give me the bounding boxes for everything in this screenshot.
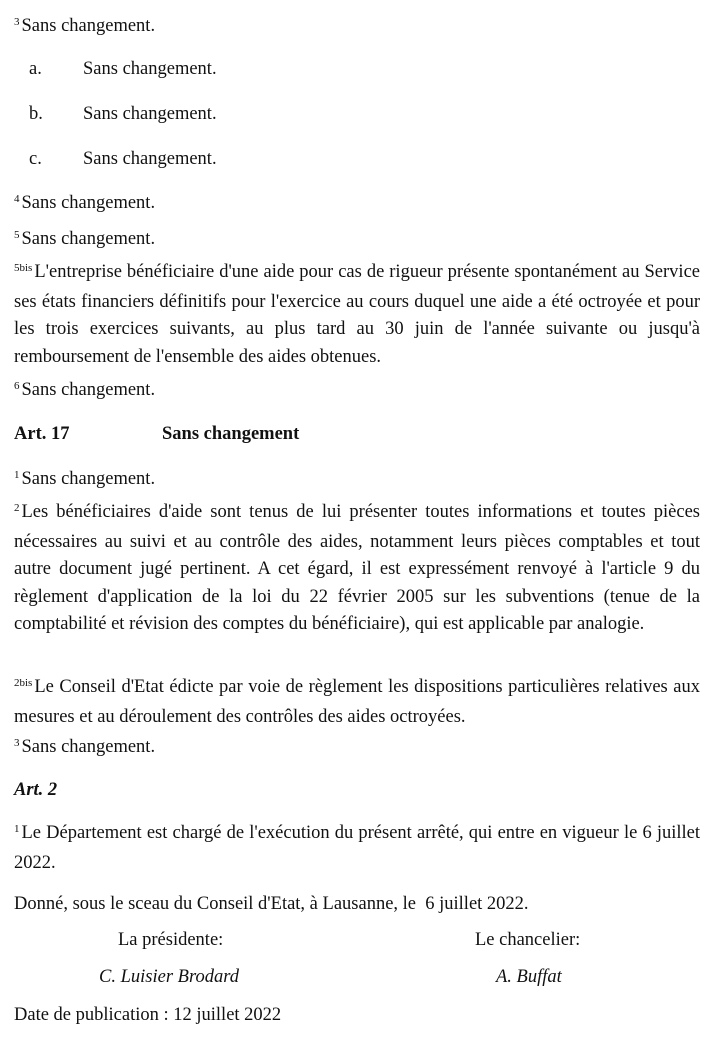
paragraph-6 <box>14 379 155 403</box>
paragraph-number: 1 <box>14 823 20 835</box>
list-text: Sans changement. <box>83 59 217 79</box>
paragraph-number: 3 <box>14 16 20 28</box>
article-17-paragraph-1 <box>14 468 155 492</box>
paragraph-3 <box>14 15 155 39</box>
article-17-paragraph-2bis <box>14 674 700 731</box>
article-17-label: Art. 17 <box>14 424 70 444</box>
paragraph-number: 6 <box>14 380 20 392</box>
paragraph-text: L'entreprise bénéficiaire d'une aide pour cas de rigueur présente spontanément au Service ses états financiers définitifs pour l'exercice au cours duquel une aide a été octroyée et pour les trois exercices suivants, au plus tard au 30 juin de l'année suivante ou jusqu'à remboursement de l'ensemble des aides obtenues. <box>14 262 700 367</box>
paragraph-number: 5bis <box>14 262 33 274</box>
paragraph-text: Sans changement. <box>21 193 156 213</box>
list-letter: c. <box>29 149 42 169</box>
paragraph-number: 5 <box>14 229 20 241</box>
article-2-paragraph-1 <box>14 820 700 877</box>
paragraph-text: Sans changement. <box>21 16 156 36</box>
list-text: Sans changement. <box>83 149 217 169</box>
paragraph-text: Sans changement. <box>21 229 156 249</box>
paragraph-5bis <box>14 259 700 371</box>
paragraph-text: Sans changement. <box>21 380 156 400</box>
paragraph-number: 3 <box>14 737 20 749</box>
list-letter: a. <box>29 59 42 79</box>
president-name: C. Luisier Brodard <box>99 967 239 987</box>
article-17-paragraph-2 <box>14 499 700 639</box>
paragraph-number: 1 <box>14 469 20 481</box>
paragraph-number: 4 <box>14 193 20 205</box>
paragraph-text: Sans changement. <box>21 469 156 489</box>
paragraph-text: Le Conseil d'Etat édicte par voie de règlement les dispositions particulières relatives aux mesures et au déroulement des contrôles des aides octroyées. <box>14 677 700 727</box>
president-title: La présidente: <box>118 930 224 950</box>
paragraph-4 <box>14 192 155 216</box>
list-letter: b. <box>29 104 43 124</box>
article-2-label: Art. 2 <box>14 780 58 800</box>
paragraph-text: Les bénéficiaires d'aide sont tenus de lui présenter toutes informations et toutes pièces nécessaires au suivi et au contrôle des aides, notamment leurs pièces comptables et tout autre document jugé pertinent. A cet égard, il est expressément renvoyé à l'article 9 du règlement d'application de la loi du 22 février 2005 sur les subventions (tenue de la comptabilité et révision des comptes du bénéficiaire), qui est applicable par analogie. <box>14 502 700 635</box>
given-statement: Donné, sous le sceau du Conseil d'Etat, à Lausanne, le 6 juillet 2022. <box>14 894 529 914</box>
paragraph-text: Le Département est chargé de l'exécution du présent arrêté, qui entre en vigueur le 6 juillet 2022. <box>14 823 700 873</box>
list-text: Sans changement. <box>83 104 217 124</box>
chancellor-name: A. Buffat <box>496 967 562 987</box>
chancellor-title: Le chancelier: <box>475 930 581 950</box>
paragraph-number: 2bis <box>14 677 33 689</box>
article-17-title: Sans changement <box>162 424 300 444</box>
paragraph-5 <box>14 228 155 252</box>
publication-date: Date de publication : 12 juillet 2022 <box>14 1005 282 1025</box>
paragraph-number: 2 <box>14 502 20 514</box>
paragraph-text: Sans changement. <box>21 737 156 757</box>
article-17-paragraph-3 <box>14 736 155 760</box>
